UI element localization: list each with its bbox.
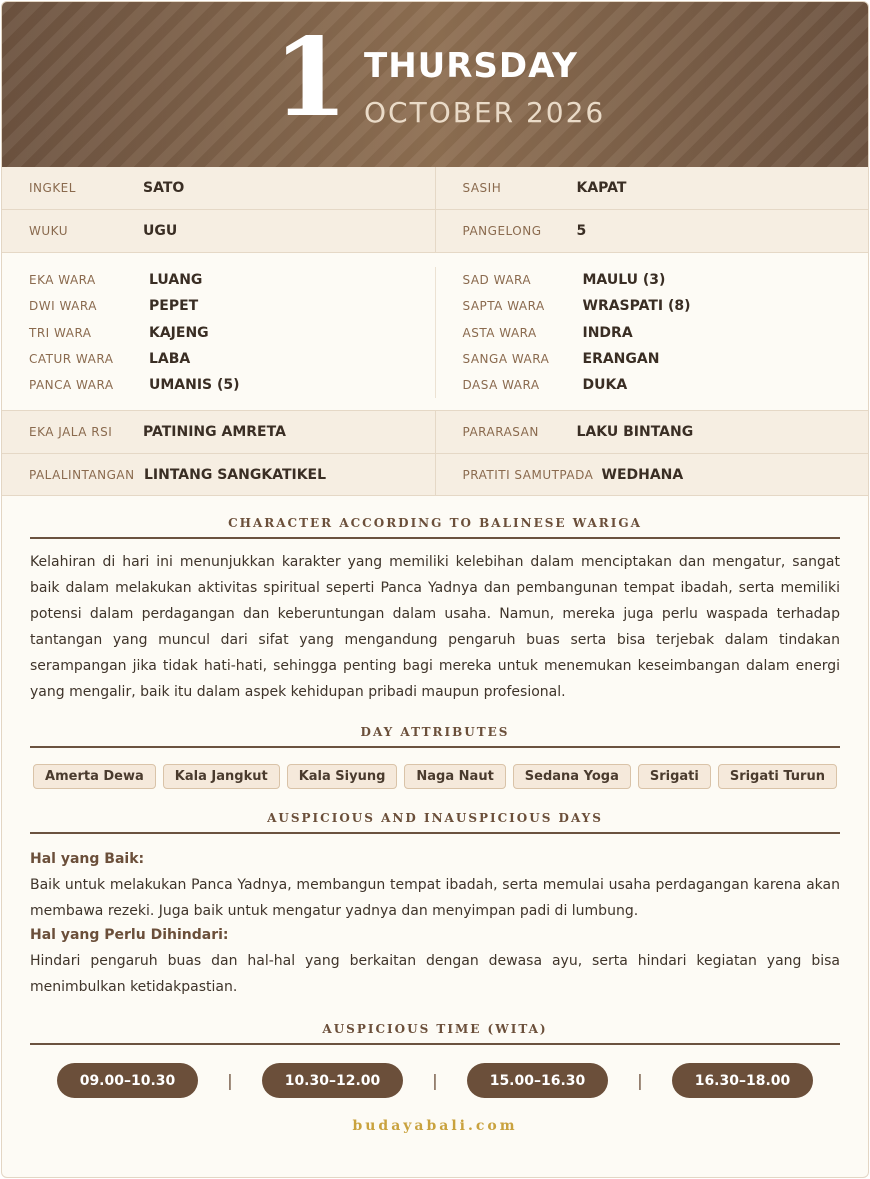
info-value: UGU bbox=[143, 223, 178, 239]
attributes-title: DAY ATTRIBUTES bbox=[30, 725, 840, 748]
info-cell bbox=[435, 454, 869, 495]
wara-label: CATUR WARA bbox=[29, 352, 114, 367]
info-cell bbox=[435, 411, 869, 453]
attribute-chip: Kala Siyung bbox=[287, 764, 398, 789]
attributes-section bbox=[2, 725, 868, 789]
info-cell bbox=[2, 454, 435, 495]
wara-value: PEPET bbox=[149, 298, 199, 315]
info-value: WEDHANA bbox=[601, 466, 684, 483]
time-separator: | bbox=[637, 1071, 643, 1091]
wara-column-right bbox=[435, 267, 869, 398]
character-section bbox=[2, 516, 868, 705]
wara-row bbox=[29, 320, 435, 346]
attribute-chip: Amerta Dewa bbox=[33, 764, 156, 789]
info-value: KAPAT bbox=[576, 180, 627, 196]
info-label: SASIH bbox=[462, 181, 502, 195]
good-label: Hal yang Baik: bbox=[30, 851, 145, 868]
time-separator: | bbox=[227, 1071, 233, 1091]
wara-row bbox=[29, 346, 435, 372]
wara-value: INDRA bbox=[582, 324, 633, 341]
info-label: INGKEL bbox=[29, 181, 76, 195]
info-label: PANGELONG bbox=[462, 224, 542, 238]
info-value: PATINING AMRETA bbox=[143, 424, 286, 441]
auspicious-title: AUSPICIOUS AND INAUSPICIOUS DAYS bbox=[30, 811, 840, 834]
wara-value: ERANGAN bbox=[582, 351, 660, 368]
attribute-chip: Naga Naut bbox=[404, 764, 505, 789]
info-value: LINTANG SANGKATIKEL bbox=[144, 466, 327, 483]
wara-label: PANCA WARA bbox=[29, 378, 114, 393]
wara-label: TRI WARA bbox=[29, 325, 92, 340]
info-label: EKA JALA RSI bbox=[29, 425, 113, 440]
wara-value: DUKA bbox=[582, 377, 628, 394]
wara-column-left bbox=[2, 267, 435, 398]
character-title: CHARACTER ACCORDING TO BALINESE WARIGA bbox=[30, 516, 840, 539]
wara-row bbox=[463, 346, 869, 372]
time-separator: | bbox=[432, 1071, 438, 1091]
info-cell bbox=[435, 167, 869, 209]
wara-label: EKA WARA bbox=[29, 273, 96, 288]
wara-row bbox=[29, 372, 435, 398]
time-slots bbox=[2, 1063, 868, 1098]
info-row-palalintangan bbox=[2, 454, 868, 496]
time-slot: 16.30–18.00 bbox=[672, 1063, 813, 1098]
attribute-chip: Srigati Turun bbox=[718, 764, 837, 789]
attribute-chip: Srigati bbox=[638, 764, 711, 789]
wara-value: LABA bbox=[149, 351, 191, 368]
day-number: 1 bbox=[273, 15, 347, 141]
attribute-chip: Sedana Yoga bbox=[513, 764, 631, 789]
wara-value: UMANIS (5) bbox=[149, 377, 240, 394]
info-value: LAKU BINTANG bbox=[576, 424, 694, 441]
wara-row bbox=[29, 267, 435, 293]
wara-value: WRASPATI (8) bbox=[582, 298, 691, 315]
time-slot: 10.30–12.00 bbox=[262, 1063, 403, 1098]
info-label: PALALINTANGAN bbox=[29, 467, 135, 482]
calendar-card bbox=[1, 1, 869, 1178]
times-title: AUSPICIOUS TIME (WITA) bbox=[30, 1022, 840, 1045]
info-cell bbox=[2, 411, 435, 453]
info-value: SATO bbox=[143, 180, 185, 196]
info-cell bbox=[2, 210, 435, 252]
wara-value: LUANG bbox=[149, 272, 203, 289]
attribute-chips bbox=[2, 764, 868, 789]
wara-table bbox=[2, 253, 868, 411]
info-cell bbox=[2, 167, 435, 209]
avoid-text: Hindari pengaruh buas dan hal-hal yang berkaitan dengan dewasa ayu, serta hindari kegiatan yang bisa menimbulkan ketidakpastian. bbox=[30, 953, 840, 996]
avoid-label: Hal yang Perlu Dihindari: bbox=[30, 927, 229, 944]
info-cell bbox=[435, 210, 869, 252]
date-header bbox=[2, 2, 868, 167]
info-value: 5 bbox=[576, 223, 587, 239]
wara-label: SANGA WARA bbox=[462, 352, 550, 367]
wara-value: MAULU (3) bbox=[582, 272, 666, 289]
info-label: WUKU bbox=[29, 224, 68, 238]
wara-row bbox=[463, 293, 869, 319]
info-row-wuku bbox=[2, 210, 868, 253]
times-section bbox=[2, 1022, 868, 1098]
month-year: OCTOBER 2026 bbox=[364, 96, 606, 129]
attribute-chip: Kala Jangkut bbox=[163, 764, 280, 789]
wara-label: SAD WARA bbox=[462, 273, 532, 288]
wara-label: ASTA WARA bbox=[462, 325, 537, 340]
wara-value: KAJENG bbox=[149, 324, 209, 341]
info-row-ingkel bbox=[2, 167, 868, 210]
wara-row bbox=[463, 320, 869, 346]
wara-row bbox=[463, 372, 869, 398]
good-text: Baik untuk melakukan Panca Yadnya, membangun tempat ibadah, serta memulai usaha perdagangan karena akan membawa rezeki. Juga baik untuk mengatur yadnya dan menyimpan padi di lumbung. bbox=[30, 877, 840, 920]
wara-row bbox=[29, 293, 435, 319]
info-label: PRATITI SAMUTPADA bbox=[462, 467, 594, 482]
auspicious-section bbox=[2, 811, 868, 1000]
wara-label: SAPTA WARA bbox=[462, 299, 545, 314]
time-slot: 15.00–16.30 bbox=[467, 1063, 608, 1098]
footer-link[interactable]: budayabali.com bbox=[352, 1118, 518, 1135]
weekday: THURSDAY bbox=[364, 46, 578, 86]
wara-label: DASA WARA bbox=[462, 378, 540, 393]
time-slot: 09.00–10.30 bbox=[57, 1063, 198, 1098]
character-text: Kelahiran di hari ini menunjukkan karakter yang memiliki kelebihan dalam menciptakan dan mengatur, sangat baik dalam melakukan aktivitas spiritual seperti Panca Yadnya dan pembangunan tempat ibadah, serta memiliki potensi dalam perdagangan dan keberuntungan dalam usaha. Namun, mereka juga perlu waspada terhadap tantangan yang muncul dari sifat yang mengandung pengaruh buas serta bisa terjebak dalam tindakan serampangan jika tidak hati-hati, sehingga penting bagi mereka untuk menemukan keseimbangan dalam energi yang mengalir, baik itu dalam aspek kehidupan pribadi maupun profesional. bbox=[30, 554, 840, 701]
info-label: PARARASAN bbox=[462, 425, 539, 440]
wara-row bbox=[463, 267, 869, 293]
wara-label: DWI WARA bbox=[29, 299, 97, 314]
info-row-eka-jala-rsi bbox=[2, 411, 868, 454]
